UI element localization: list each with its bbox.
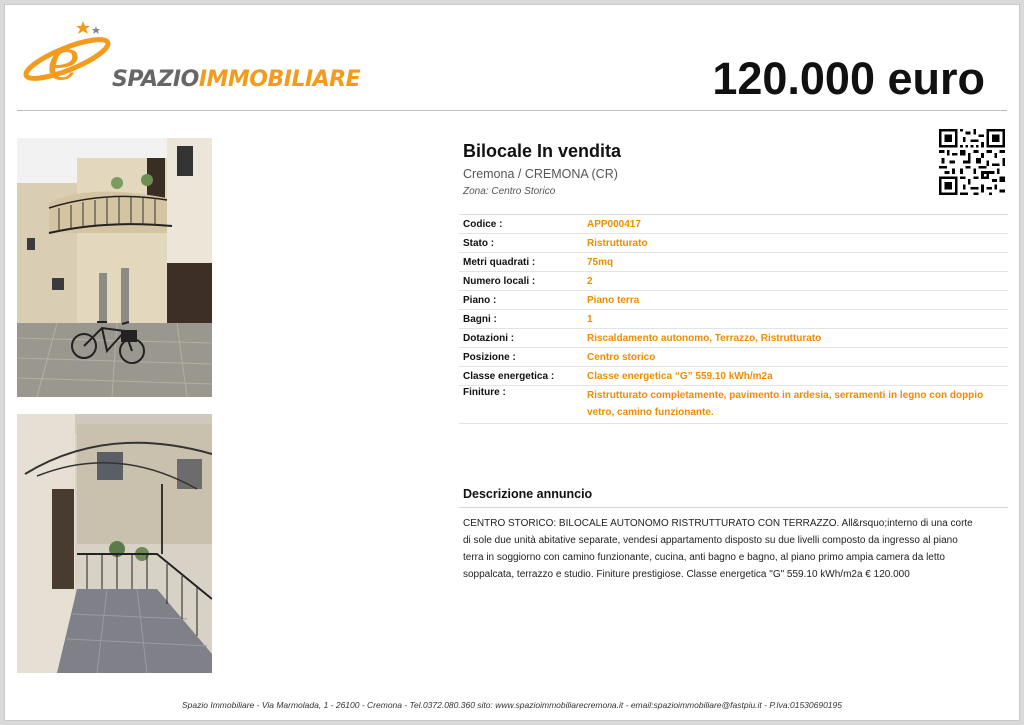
- listing-zone: Zona: Centro Storico: [463, 186, 556, 197]
- spec-label: Dotazioni :: [463, 332, 515, 344]
- description-text: CENTRO STORICO: BILOCALE AUTONOMO RISTRUTTURATO CON TERRAZZO. All&rsquo;interno di una corte di sole due unità abitative separate, vendesi appartamento disposto su due livelli composto da ingresso al piano terra in soggiorno con camino funzionante, cucina, anti bagno e bagno, al piano primo ampia camera da letto soppalcata, terrazzo e studio. Finiture prestigiose. Classe energetica "G" 559.10 kWh/m2a € 120.000: [463, 518, 973, 580]
- spec-label: Codice :: [463, 218, 503, 230]
- spec-row-bagni: [459, 310, 1008, 329]
- spec-value: 75mq: [587, 256, 614, 268]
- spec-row-codice: [459, 215, 1008, 234]
- spec-value: APP000417: [587, 218, 641, 230]
- spec-row-metri-quadrati: [459, 253, 1008, 272]
- qr-code-icon[interactable]: [939, 129, 1005, 195]
- brand-logo[interactable]: [17, 17, 367, 102]
- spec-label: Piano :: [463, 294, 497, 306]
- brand-name-part1: SPAZIO: [112, 67, 199, 92]
- listing-title: Bilocale In vendita: [463, 141, 622, 161]
- spec-label: Bagni :: [463, 313, 497, 325]
- specs-table: [459, 214, 1008, 424]
- spec-row-classe-energetica: [459, 367, 1008, 386]
- spec-value: Ristrutturato completamente, pavimento in ardesia, serramenti in legno con doppio vetro, camino funzionante.: [587, 390, 984, 418]
- spec-value: 2: [587, 275, 593, 287]
- spec-label: Classe energetica :: [463, 370, 555, 382]
- spec-value: Centro storico: [587, 351, 656, 363]
- spec-value: Ristrutturato: [587, 237, 648, 249]
- spec-label: Numero locali :: [463, 275, 536, 287]
- description-divider: [459, 507, 1008, 508]
- spec-label: Posizione :: [463, 351, 516, 363]
- spec-label: Finiture :: [463, 387, 506, 398]
- listing-sheet: [4, 4, 1020, 721]
- spec-label: Stato :: [463, 237, 495, 249]
- spec-row-numero-locali: [459, 272, 1008, 291]
- spec-row-posizione: [459, 348, 1008, 367]
- listing-location: Cremona / CREMONA (CR): [463, 167, 618, 181]
- spec-label: Metri quadrati :: [463, 256, 536, 268]
- spec-value: 1: [587, 313, 593, 325]
- spec-value: Riscaldamento autonomo, Terrazzo, Ristrutturato: [587, 332, 822, 344]
- listing-price: 120.000 euro: [712, 53, 985, 104]
- spec-row-finiture: [459, 386, 1008, 424]
- header-divider: [17, 110, 1007, 111]
- svg-text:e: e: [47, 28, 81, 93]
- spec-row-stato: [459, 234, 1008, 253]
- listing-photo-terrace[interactable]: [17, 414, 212, 673]
- description-heading: Descrizione annuncio: [463, 487, 593, 501]
- brand-name-part2: IMMOBILIARE: [198, 67, 361, 92]
- brand-name: [112, 67, 360, 92]
- footer-contact: Spazio Immobiliare - Via Marmolada, 1 - 26100 - Cremona - Tel.0372.080.360 sito: www.spazioimmobiliarecremona.it - email:spazioimmobiliare@fastpiu.it - P.Iva:01530690195: [182, 700, 842, 710]
- spec-row-piano: [459, 291, 1008, 310]
- listing-photo-exterior[interactable]: [17, 138, 212, 397]
- spec-value: Piano terra: [587, 294, 640, 306]
- spec-row-dotazioni: [459, 329, 1008, 348]
- spec-value: Classe energetica “G” 559.10 kWh/m2a: [587, 370, 773, 382]
